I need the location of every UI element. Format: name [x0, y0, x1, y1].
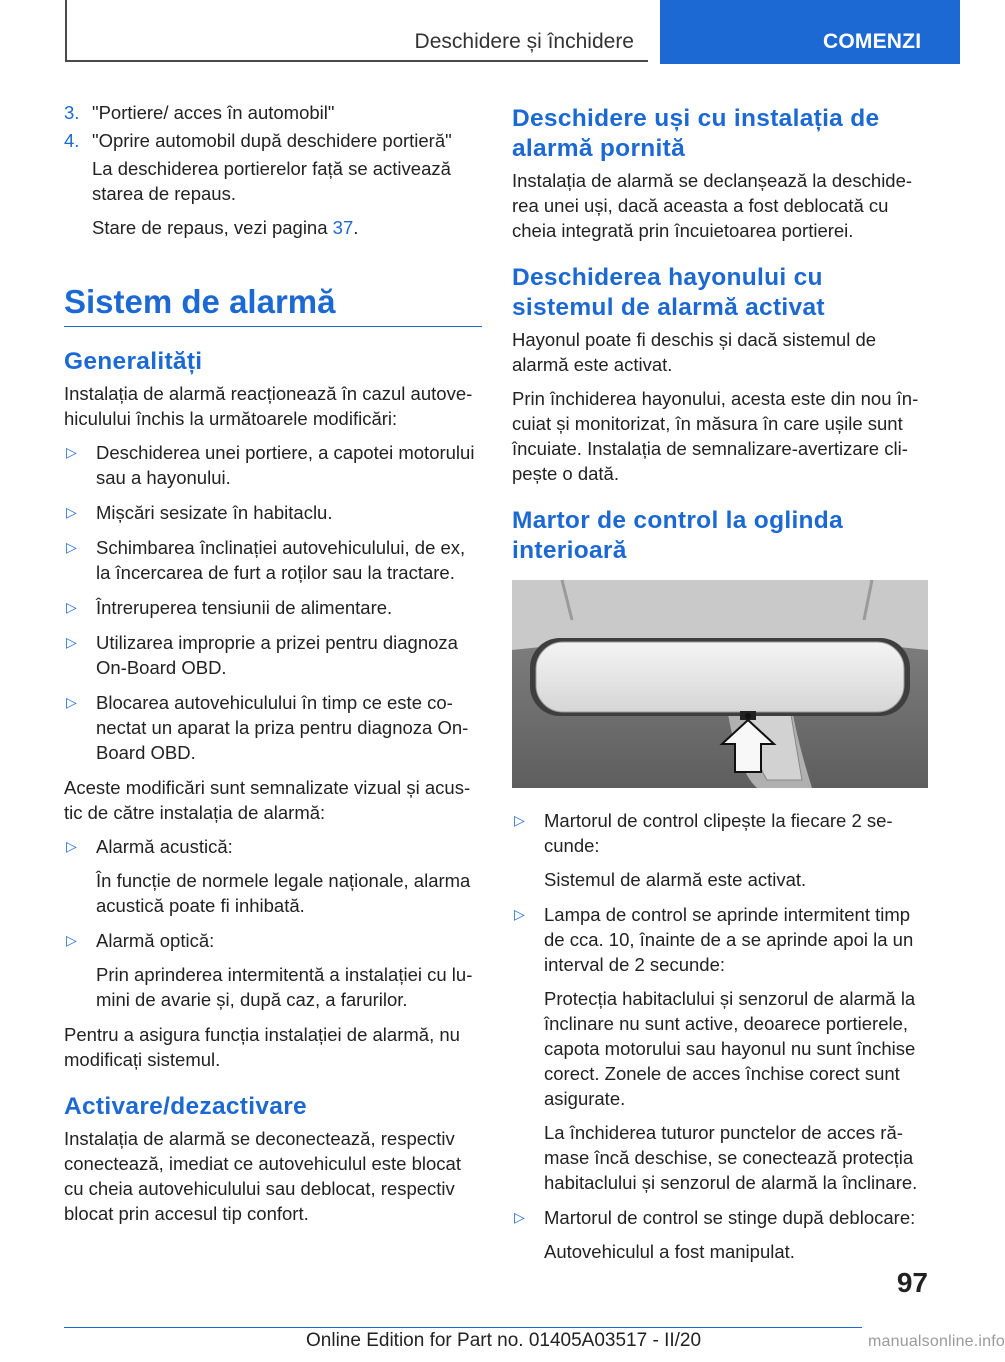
list-item — [512, 808, 928, 892]
advice-text: Pentru a asigura funcția instalației de alarmă, nu modificați sistemul. — [64, 1024, 460, 1070]
signal-intro: Aceste modificări sunt semnalizate vizual și acustic de către instalația de alarmă: — [64, 777, 471, 823]
ref-suffix: . — [353, 217, 359, 238]
list-item: ▷ Mișcări sesizate în habitaclu. — [66, 502, 333, 523]
list-item-title: Alarmă optică: — [96, 930, 215, 951]
page-number: 97 — [896, 1267, 928, 1298]
left-column — [64, 100, 482, 1235]
list-item-title: Lampa de control se aprinde intermitent timp de cca. 10, înainte de a se aprinde apoi la un interval de 2 secunde: — [544, 904, 914, 975]
header-section-box — [65, 0, 648, 62]
subsection-heading-activate: Activare/dezactivare — [64, 1093, 307, 1120]
subsection-heading-doors: Deschidere uși cu instalația de alarmă pornită — [512, 105, 880, 162]
indicator-list — [512, 808, 928, 1264]
watermark-site: manualsonline.info — [868, 1333, 1005, 1350]
general-intro: Instalația de alarmă reacționează în cazul autovehiculului închis la următoarele modificări: — [64, 383, 473, 429]
section-title: Deschidere și închidere — [414, 30, 634, 53]
section-heading: Sistem de alarmă — [64, 282, 482, 327]
triangle-bullet-icon: ▷ — [66, 504, 77, 520]
list-item: ▷ Blocarea autovehiculului în timp ce este conectat un aparat la priza pentru diagnoza On-Board OBD. — [66, 692, 469, 763]
numbered-item — [64, 128, 482, 153]
list-item — [64, 834, 482, 918]
note-text: La deschiderea portierelor față se activează starea de repaus. — [92, 158, 451, 204]
triangle-bullet-icon: ▷ — [514, 1209, 525, 1225]
item-text: "Portiere/ acces în automobil" — [92, 102, 335, 123]
list-item — [512, 1205, 928, 1264]
list-item: ▷ Întreruperea tensiunii de alimentare. — [66, 597, 393, 618]
tailgate-text-1: Hayonul poate fi deschis și dacă sistemul de alarmă este activat. — [512, 329, 877, 375]
triangle-bullet-icon: ▷ — [514, 812, 525, 828]
triangle-bullet-icon: ▷ — [66, 838, 77, 854]
page-reference — [64, 215, 482, 240]
tailgate-text-2: Prin închiderea hayonului, acesta este din nou încuiat și monitorizat, în măsura în care ușile sunt încuiate. Instalația de semnalizare-avertizare clipește o dată. — [512, 388, 919, 484]
edition-text: Online Edition for Part no. 01405A03517 - II/20 — [306, 1330, 702, 1351]
page-header — [0, 0, 960, 66]
triangle-bullet-icon: ▷ — [66, 634, 77, 650]
list-item — [512, 902, 928, 1195]
chapter-title: COMENZI — [823, 30, 922, 53]
list-item-body: Protecția habitaclului și senzorul de alarmă la înclinare nu sunt active, deoarece portierele, capota motorului sau hayonul nu sunt închise corect. Zonele de acces închise corect sunt asigurate. — [544, 988, 916, 1109]
list-item: ▷ Utilizarea improprie a prizei pentru diagnoza On-Board OBD. — [66, 632, 458, 678]
list-item-body: Prin aprinderea intermitentă a instalației cu lumini de avarie și, după caz, a farurilor. — [96, 964, 473, 1010]
subsection-heading-indicator: Martor de control la oglinda interioară — [512, 507, 844, 564]
item-number: 4. — [64, 130, 80, 151]
list-item-title: Alarmă acustică: — [96, 836, 233, 857]
subsection-heading-tailgate: Deschiderea hayonului cu sistemul de alarmă activat — [512, 264, 825, 321]
signal-list — [64, 834, 482, 1012]
right-column — [512, 100, 928, 1274]
list-item-body: Sistemul de alarmă este activat. — [544, 869, 807, 890]
list-item: ▷ Deschiderea unei portiere, a capotei motorului sau a hayonului. — [66, 442, 475, 488]
list-item: ▷ Schimbarea înclinației autovehiculului, de ex, la încercarea de furt a roților sau la tractare. — [66, 537, 466, 583]
footer-divider — [64, 1327, 862, 1328]
chapter-tab[interactable] — [660, 0, 960, 64]
ref-text: Stare de repaus, vezi pagina — [92, 217, 333, 238]
numbered-item — [64, 100, 482, 125]
activate-text: Instalația de alarmă se deconectează, respectiv conectează, imediat ce autovehiculul este blocat cu cheia autovehiculului sau deblocat, respectiv blocat prin accesul tip confort. — [64, 1128, 461, 1224]
list-item — [64, 928, 482, 1012]
list-item-body: Autovehiculul a fost manipulat. — [544, 1241, 795, 1262]
triangle-bullet-icon: ▷ — [66, 444, 77, 460]
trigger-list — [64, 440, 482, 765]
triangle-bullet-icon: ▷ — [66, 694, 77, 710]
triangle-bullet-icon: ▷ — [66, 599, 77, 615]
list-item-body: În funcție de normele legale naționale, alarma acustică poate fi inhibată. — [96, 870, 471, 916]
triangle-bullet-icon: ▷ — [66, 932, 77, 948]
list-item-title: Martorul de control se stinge după deblocare: — [544, 1207, 916, 1228]
rearview-mirror-image — [512, 580, 928, 788]
item-number: 3. — [64, 102, 80, 123]
doors-text: Instalația de alarmă se declanșează la deschiderea unei uși, dacă aceasta a fost deblocată cu cheia integrată prin încuietoarea portierei. — [512, 170, 913, 241]
triangle-bullet-icon: ▷ — [66, 539, 77, 555]
list-item-title: Martorul de control clipește la fiecare 2 secunde: — [544, 810, 893, 856]
item-text: "Oprire automobil după deschidere portieră" — [92, 130, 452, 151]
page-link[interactable]: 37 — [332, 217, 354, 238]
list-item-body: La închiderea tuturor punctelor de acces rămase încă deschise, se conectează protecția habitaclului și senzorul de alarmă la înclinare. — [544, 1122, 918, 1193]
triangle-bullet-icon: ▷ — [514, 906, 525, 922]
subsection-heading-general: Generalități — [64, 348, 203, 375]
